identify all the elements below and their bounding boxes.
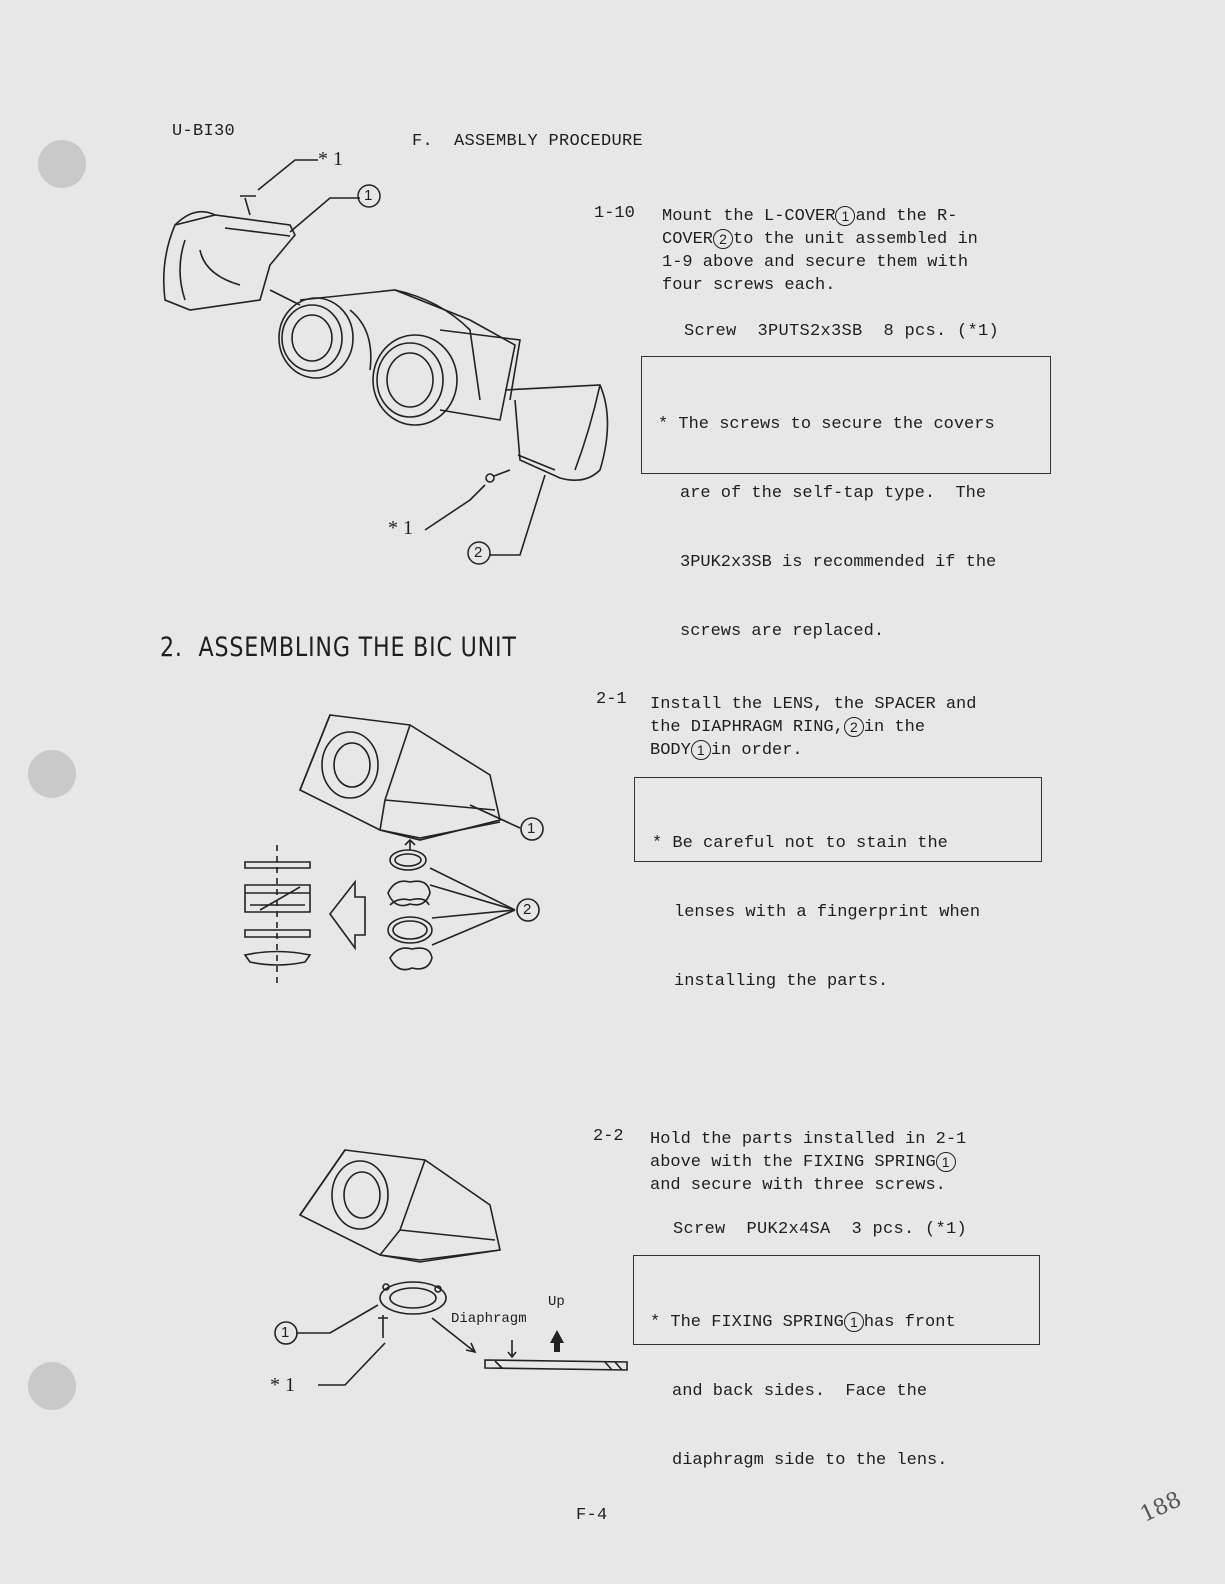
step-1-10-line3: 1-9 above and secure them with (662, 253, 969, 272)
step-1-10-line1b: and the R- (855, 207, 958, 226)
section-header: F. ASSEMBLY PROCEDURE (412, 132, 644, 151)
callout-screw-top: * 1 (318, 148, 343, 170)
circled-number: 2 (844, 717, 864, 737)
step-2-1-line3b: in order. (710, 741, 803, 760)
step-2-1-line2b: in the (863, 718, 926, 737)
note-2-1-line1: * Be careful not to stain the (652, 834, 948, 853)
note-1-10-line1: * The screws to secure the covers (658, 415, 995, 434)
step-2-1-line1: Install the LENS, the SPACER and (650, 695, 977, 714)
callout-screw-bottom: * 1 (388, 517, 413, 539)
circled-number: 1 (844, 1312, 864, 1332)
section-title-assembling-bic-unit: 2. ASSEMBLING THE BIC UNIT (160, 632, 517, 663)
step-2-2-line2a: above with the FIXING SPRING (650, 1153, 936, 1172)
step-2-1-line2a: the DIAPHRAGM RING, (650, 718, 844, 737)
note-1-10-line2: are of the self-tap type. The (680, 484, 987, 503)
callout-part-1-fig2: 1 (527, 820, 536, 837)
step-2-2-line1: Hold the parts installed in 2-1 (650, 1130, 967, 1149)
callout-part-2-fig1: 2 (474, 544, 483, 561)
step-2-2-text (650, 1128, 966, 1197)
callout-screw-fig3: * 1 (270, 1374, 295, 1396)
circled-number: 1 (936, 1152, 956, 1172)
label-up: Up (548, 1294, 565, 1310)
handwritten-page-number: 188 (1136, 1487, 1186, 1528)
circled-number: 2 (713, 229, 733, 249)
callout-part-2-fig2: 2 (523, 901, 532, 918)
step-2-2-line3: and secure with three screws. (650, 1176, 946, 1195)
page-number: F-4 (576, 1506, 608, 1525)
step-1-10-line4: four screws each. (662, 276, 836, 295)
step-1-10-line2b: to the unit assembled in (733, 230, 978, 249)
step-2-2-number: 2-2 (593, 1127, 624, 1146)
step-1-10-number: 1-10 (594, 204, 635, 223)
note-2-2-line2: and back sides. Face the (672, 1382, 928, 1401)
note-1-10-line3: 3PUK2x3SB is recommended if the (680, 553, 997, 572)
note-2-1-line3: installing the parts. (674, 972, 889, 991)
note-2-2-line3: diaphragm side to the lens. (672, 1451, 948, 1470)
screw-spec-2-2: Screw PUK2x4SA 3 pcs. (*1) (673, 1220, 968, 1239)
step-1-10-line1a: Mount the L-COVER (662, 207, 836, 226)
note-1-10-line4: screws are replaced. (680, 622, 885, 641)
note-2-2 (650, 1265, 956, 1495)
note-2-1-line2: lenses with a fingerprint when (674, 903, 981, 922)
step-2-1-line3a: BODY (650, 741, 691, 760)
model-code: U-BI30 (172, 122, 236, 141)
callout-part-1-fig3: 1 (281, 1324, 290, 1341)
circled-number: 1 (691, 740, 711, 760)
screw-spec-1-10: Screw 3PUTS2x3SB 8 pcs. (*1) (684, 322, 1000, 341)
note-2-2-line1a: * The FIXING SPRING (650, 1313, 844, 1332)
callout-part-1-fig1: 1 (364, 187, 373, 204)
note-2-2-line1b: has front (863, 1313, 956, 1332)
step-2-1-number: 2-1 (596, 690, 627, 709)
circled-number: 1 (835, 206, 855, 226)
label-diaphragm: Diaphragm (451, 1311, 527, 1327)
step-1-10-line2a: COVER (662, 230, 714, 249)
